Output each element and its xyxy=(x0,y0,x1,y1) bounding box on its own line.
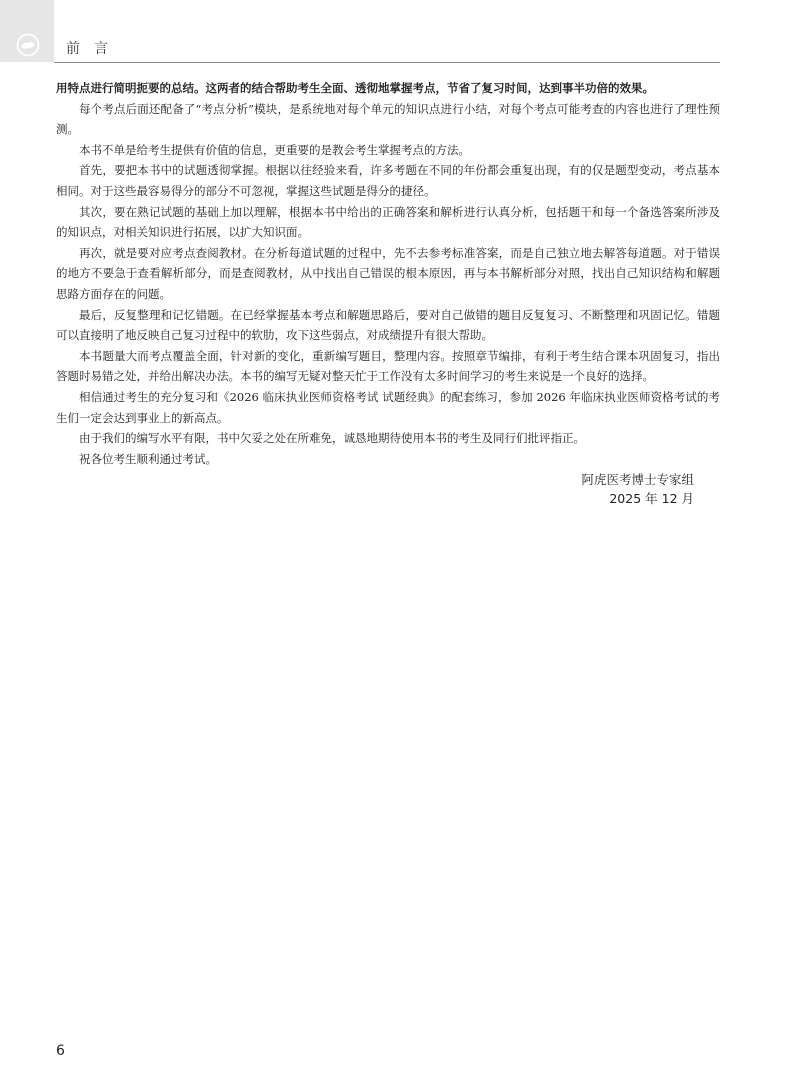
signature-date: 2025 年 12 月 xyxy=(609,491,694,506)
paragraph: 本书题量大而考点覆盖全面，针对新的变化，重新编写题目，整理内容。按照章节编排，有利于考生结合课本巩固复习，指出答题时易错之处，并给出解决办法。本书的编写无疑对整天忙于工作没有太多时间学习的考生来说是一个良好的选择。 xyxy=(56,348,720,384)
page-title: 前言 xyxy=(66,41,122,57)
paragraph: 再次，就是要对应考点查阅教材。在分析每道试题的过程中，先不去参考标准答案，而是自己独立地去解答每道题。对于错误的地方不要急于查看解析部分，而是查阅教材，从中找出自己错误的根本原因，再与本书解析部分对照，找出自己知识结构和解题思路方面存在的问题。 xyxy=(56,245,720,301)
paragraph: 相信通过考生的充分复习和《2026 临床执业医师资格考试 试题经典》的配套练习，参加 2026 年临床执业医师资格考试的考生们一定会达到事业上的新高点。 xyxy=(56,389,720,425)
paragraph: 用特点进行简明扼要的总结。这两者的结合帮助考生全面、透彻地掌握考点，节省了复习时间，达到事半功倍的效果。 xyxy=(56,81,654,95)
preface-body xyxy=(56,78,720,469)
page-number: 6 xyxy=(56,1043,65,1059)
signature-block xyxy=(581,470,694,508)
signature-author: 阿虎医考博士专家组 xyxy=(581,472,694,487)
paragraph: 首先，要把本书中的试题透彻掌握。根据以往经验来看，许多考题在不同的年份都会重复出现，有的仅是题型变动，考点基本相同。对于这些最容易得分的部分不可忽视，掌握这些试题是得分的捷径。 xyxy=(56,163,720,198)
paragraph: 本书不单是给考生提供有价值的信息，更重要的是教会考生掌握考点的方法。 xyxy=(79,142,470,157)
paragraph: 其次，要在熟记试题的基础上加以理解，根据本书中给出的正确答案和解析进行认真分析，包括题干和每一个备选答案所涉及的知识点，对相关知识进行拓展，以扩大知识面。 xyxy=(56,204,720,240)
paragraph: 由于我们的编写水平有限，书中欠妥之处在所难免，诚恳地期待使用本书的考生及同行们批评指正。 xyxy=(79,431,585,446)
header-divider xyxy=(54,62,720,63)
paragraph: 祝各位考生顺利通过考试。 xyxy=(79,451,217,466)
paragraph: 每个考点后面还配备了“考点分析”模块，是系统地对每个单元的知识点进行小结，对每个考点可能考查的内容也进行了理性预测。 xyxy=(56,101,720,137)
tiger-emblem-icon xyxy=(16,33,40,57)
paragraph: 最后，反复整理和记忆错题。在已经掌握基本考点和解题思路后，要对自己做错的题目反复复习、不断整理和巩固记忆。错题可以直接明了地反映自己复习过程中的软肋，攻下这些弱点，对成绩提升有很大帮助。 xyxy=(56,307,720,343)
